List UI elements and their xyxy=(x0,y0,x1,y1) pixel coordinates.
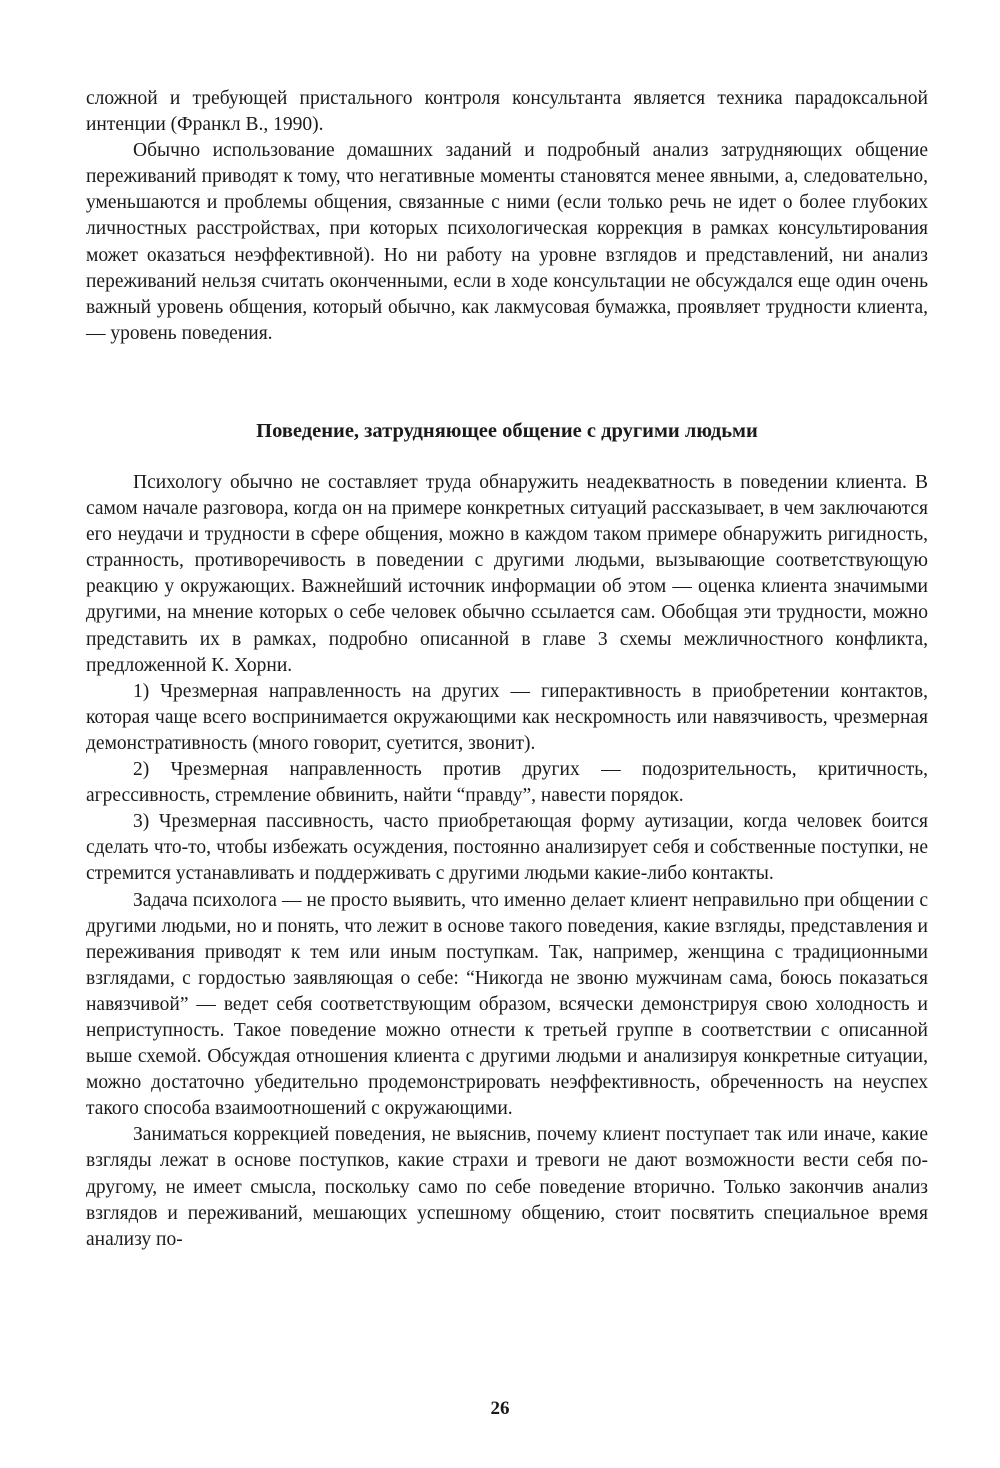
list-item: 3) Чрезмерная пассивность, часто приобретающая форму аутизации, когда человек боится сделать что-то, чтобы избежать осуждения, постоянно анализирует себя и собственные поступки, не стремится устанавливать и поддерживать с другими людьми какие-либо контакты. xyxy=(86,811,928,885)
paragraph: сложной и требующей пристального контроля консультанта является техника парадоксальной интенции (Франкл В., 1990). xyxy=(86,88,928,136)
page-number: 26 xyxy=(490,1398,510,1419)
paragraph: Задача психолога — не просто выявить, что именно делает клиент неправильно при общении с другими людьми, но и понять, что лежит в основе такого поведения, какие взгляды, представления и переживания приводят к тем или иным поступкам. Так, например, женщина с традиционными взглядами, с гордостью заявляющая о себе: “Никогда не звоню мужчинам сама, боюсь показаться навязчивой” — ведет себя соответствующим образом, всячески демонстрируя свою холодность и неприступность. Такое поведение можно отнести к третьей группе в соответствии с описанной выше схемой. Обсуждая отношения клиента с другими людьми и анализируя конкретные ситуации, можно достаточно убедительно продемонстрировать неэффективность, обреченность на неуспех такого способа взаимоотношений с окружающими. xyxy=(86,889,928,1120)
paragraph: Заниматься коррекцией поведения, не выяснив, почему клиент поступает так или иначе, какие взгляды лежат в основе поступков, какие страхи и тревоги не дают возможности вести себя по-другому, не имеет смысла, поскольку само по себе поведение вторично. Только закончив анализ взглядов и переживаний, мешающих успешному общению, стоит посвятить специальное время анализу по- xyxy=(86,1124,928,1250)
text-block-top xyxy=(86,86,928,347)
paragraph: Психологу обычно не составляет труда обнаружить неадекватность в поведении клиента. В самом начале разговора, когда он на примере конкретных ситуаций рассказывает, в чем заключаются его неудачи и трудности в сфере общения, можно в каждом таком примере обнаружить ригидность, странность, противоречивость в поведении с другими людьми, вызывающие соответствующую реакцию у окружающих. Важнейший источник информации об этом — оценка клиента значимыми другими, на мнение которых о себе человек обычно ссылается сам. Обобщая эти трудности, можно представить их в рамках, подробно описанной в главе 3 схемы межличностного конфликта, предложенной К. Хорни. xyxy=(86,472,928,676)
paragraph: Обычно использование домашних заданий и подробный анализ затрудняющих общение переживаний приводят к тому, что негативные моменты становятся менее явными, а, следовательно, уменьшаются и проблемы общения, связанные с ними (если только речь не идет о более глубоких личностных расстройствах, при которых психологическая коррекция в рамках консультирования может оказаться неэффективной). Но ни работу на уровне взглядов и представлений, ни анализ переживаний нельзя считать оконченными, если в ходе консультации не обсуждался еще один очень важный уровень общения, который обычно, как лакмусовая бумажка, проявляет трудности клиента, — уровень поведения. xyxy=(86,140,928,344)
list-item: 2) Чрезмерная направленность против других — подозрительность, критичность, агрессивность, стремление обвинить, найти “правду”, навести порядок. xyxy=(86,759,928,807)
section-heading: Поведение, затрудняющее общение с другими людьми xyxy=(256,420,758,442)
list-item: 1) Чрезмерная направленность на других — гиперактивность в приобретении контактов, которая чаще всего воспринимается окружающими как нескромность или навязчивость, чрезмерная демонстративность (много говорит, суетится, звонит). xyxy=(86,680,928,754)
text-block-main xyxy=(86,470,928,1253)
